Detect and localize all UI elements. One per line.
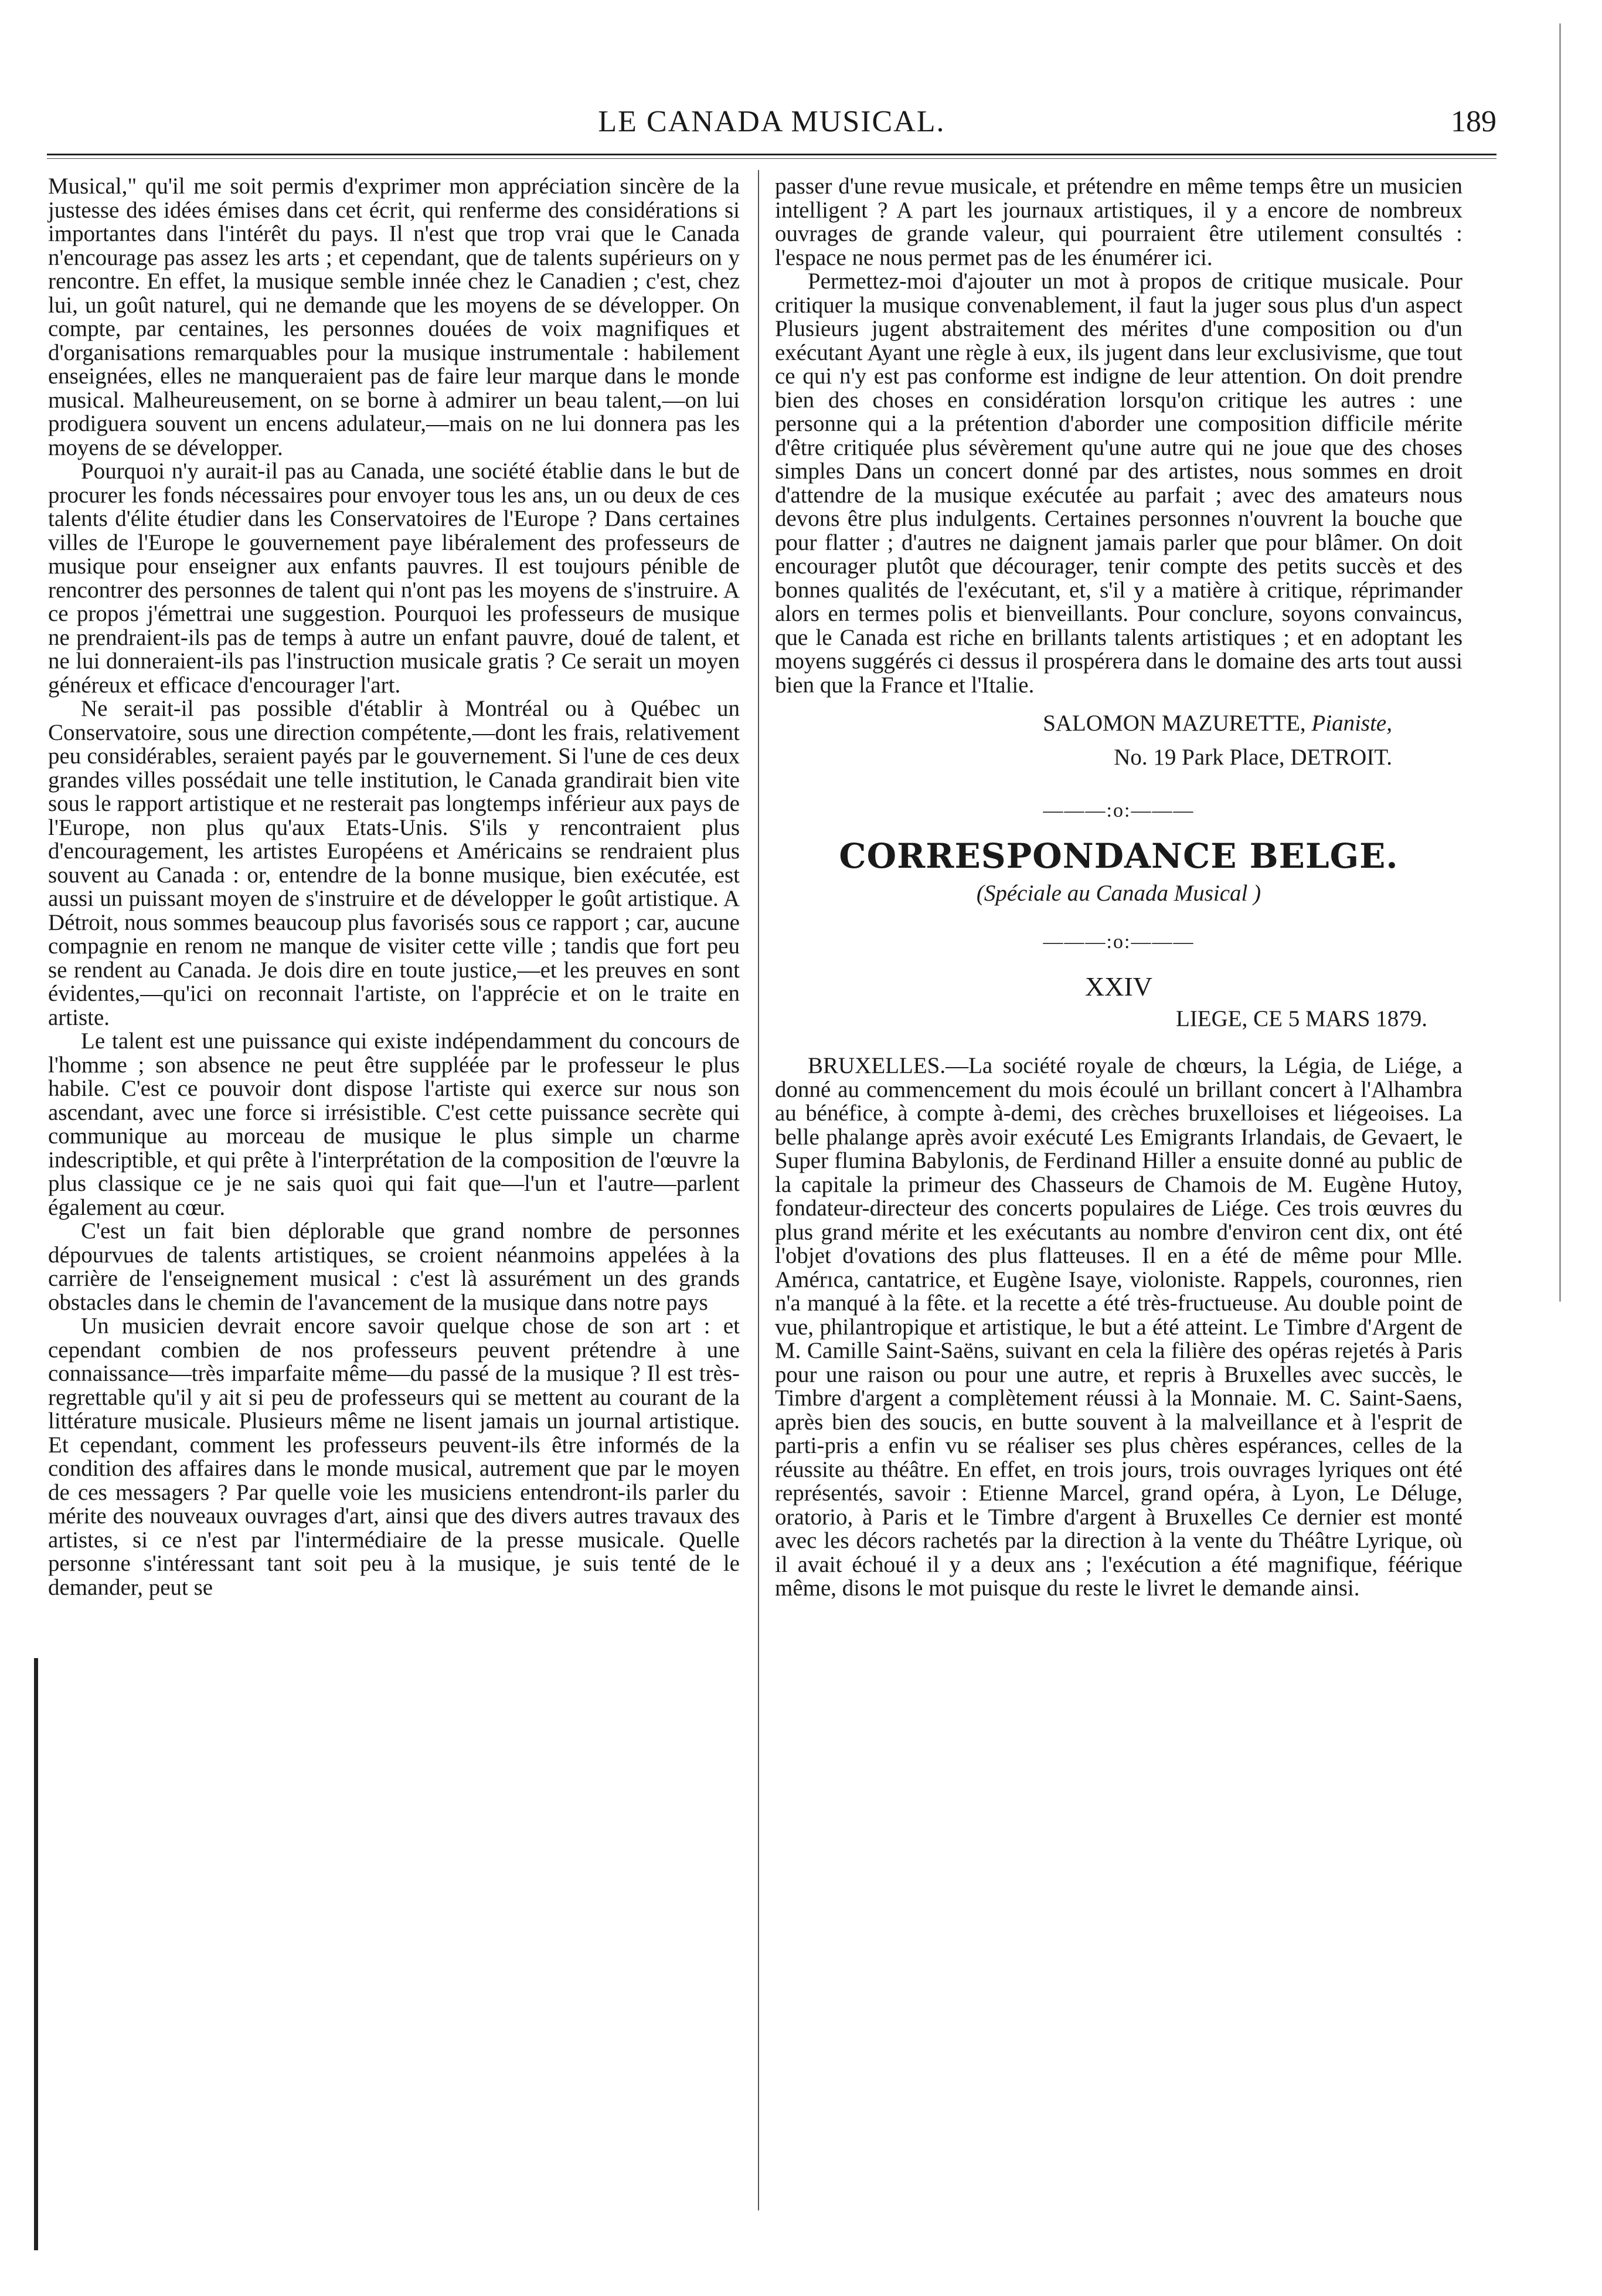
header-rule-thin <box>47 158 1496 159</box>
page-header <box>47 104 1496 151</box>
paragraph: BRUXELLES.—La société royale de chœurs, la Légia, de Liége, a donné au commencement du mois écoulé un brillant concert à l'Alhambra au bénéfice, à compte à-demi, des crèches bruxelloises et liégeoises. La belle phalange après avoir exécuté Les Emigrants Irlandais, de Gevaert, le Super flumina Babylonis, de Ferdinand Hiller a ensuite donné au public de la capitale la primeur des Chasseurs de Chamois de M. Eugène Hutoy, fondateur-directeur des concerts populaires de Liége. Ces trois œuvres du plus grand mérite et les exécutants au nombre d'environ cent dix, ont été l'objet d'ovations des plus flatteuses. Il en a été de même pour Mlle. Amérıca, cantatrice, et Eugène Isaye, violoniste. Rappels, couronnes, rien n'a manqué à la fête. et la recette a été très-fructueuse. Au double point de vue, philantropique et artistique, le but a été atteint. Le Timbre d'Argent de M. Camille Saint-Saëns, suivant en cela la filière des opéras rejetés à Paris pour une raison ou pour une autre, et repris à Bruxelles avec succès, le Timbre d'argent a complètement réussi à la Monnaie. M. C. Saint-Saens, après bien des soucis, en butte souvent à la malveillance et à l'esprit de parti-pris a enfin vu se réaliser ses plus chères espérances, celles de la réussite au théâtre. En effet, en trois jours, trois ouvrages lyriques ont été représentés, savoir : Etienne Marcel, grand opéra, à Lyon, Le Déluge, oratorio, à Paris et le Timbre d'argent à Bruxelles Ce dernier est monté avec les décors rachetés par la direction à la vente du Théâtre Lyrique, où il avait échoué il y a deux ans ; l'exécution a été magnifique, féérique même, disons le mot puisque du reste le livret le demande ainsi. <box>775 1053 1462 1601</box>
issue-numeral: XXIV <box>1085 972 1152 1001</box>
paragraph: Pourquoi n'y aurait-il pas au Canada, une société établie dans le but de procurer les fonds nécessaires pour envoyer tous les ans, un ou deux de ces talents d'élite étudier dans les Conservatoires de l'Europe ? Dans certaines villes de l'Europe le gouvernement paye libéralement des professeurs de musique pour enseigner aux enfants pauvres. Il est toujours pénible de rencontrer des personnes de talent qui n'ont pas les moyens de s'instruire. A ce propos j'émettrai une suggestion. Pourquoi les professeurs de musique ne prendraient-ils pas de temps à autre un enfant pauvre, doué de talent, et ne lui donneraient-ils pas l'instruction musicale gratis ? Ce serait un moyen généreux et efficace d'encourager l'art. <box>48 458 740 698</box>
header-rule <box>47 154 1496 155</box>
paragraph: Un musicien devrait encore savoir quelque chose de son art : et cependant combien de nos professeurs peuvent prétendre à une connaissance—très imparfaite même—du passé de la musique ? Il est très-regrettable qu'il y ait si peu de professeurs qui se mettent au courant de la littérature musicale. Plusieurs même ne lisent jamais un journal artistique. Et cependant, comment les professeurs peuvent-ils être informés de la condition des affaires dans le monde musical, autrement que par le moyen de ces messagers ? Par quelle voie les musiciens entendront-ils parler du mérite des nouveaux ouvrages d'art, ainsi que des divers autres travaux des artistes, si ce n'est par l'intermédiaire de la presse musicale. Quelle personne s'intéressant tant soit peu à la musique, je suis tenté de le demander, peut se <box>48 1313 740 1600</box>
signature-line <box>775 707 1392 741</box>
signature-role: Pianiste, <box>1311 711 1392 736</box>
section-subtitle: (Spéciale au Canada Musical ) <box>976 881 1261 906</box>
paragraph: Permettez-moi d'ajouter un mot à propos de critique musicale. Pour critiquer la musique convenablement, il faut la juger sous plus d'un aspect Plusieurs jugent abstraitement des mérites d'une composition ou d'un exécutant Ayant une règle à eux, ils jugent dans leur exclusivisme, que tout ce qui n'y est pas conforme est indigne de leur attention. On doit prendre bien des choses en considération lorsqu'on critique les autres : une personne qui a la prétention d'aborder une composition difficile mérite d'être critiquée plus sévèrement qu'une autre qui ne joue que des choses simples Dans un concert donné par des artistes, nous sommes en droit d'attendre de la musique exécutée au parfait ; avec des amateurs nous devons être plus indulgents. Certaines personnes n'ouvrent la bouche que pour flatter ; d'autres ne daignent jamais parler que pour blâmer. On doit encourager plutôt que décourager, tenir compte des petits succès et des bonnes qualités de l'exécutant, et, s'il y a matière à critique, réprimander alors en termes polis et bienveillants. Pour conclure, soyons convaincus, que le Canada est riche en brillants talents artistiques ; et en adoptant les moyens suggérés ci dessus il prospérera dans le domaine des arts tout aussi bien que la France et l'Italie. <box>775 269 1462 698</box>
signature-block <box>775 707 1462 775</box>
paragraph: Le talent est une puissance qui existe indépendamment du concours de l'homme ; son absence ne peut être suppléée par le professeur le plus habile. C'est ce pouvoir dont dispose l'artiste qui exerce sur nous son ascendant, avec une force si irrésistible. C'est cette puissance secrète qui communique au morceau de musique le plus simple un charme indescriptible, et qui prête à l'interprétation de la composition de l'œuvre la plus classique ce je ne sais quoi qui fait que—l'un et l'autre—parlent également au cœur. <box>48 1028 740 1220</box>
section-divider: ———:o:——— <box>1043 930 1195 953</box>
publication-title: LE CANADA MUSICAL. <box>598 105 945 138</box>
column-divider <box>758 170 759 2210</box>
signature-address: No. 19 Park Place, DETROIT. <box>1114 745 1392 770</box>
paragraph: C'est un fait bien déplorable que grand nombre de personnes dépourvues de talents artistiques, se croient néanmoins appelées à la carrière de l'enseignement musical : c'est là assurément un des grands obstacles dans le chemin de l'avancement de la musique dans notre pays <box>48 1218 740 1315</box>
signature-name: SALOMON MAZURETTE, <box>1043 711 1306 736</box>
paragraph: Ne serait-il pas possible d'établir à Montréal ou à Québec un Conservatoire, sous une direction compétente,—dont les frais, relativement peu considérables, seraient payés par le gouvernement. Si l'une de ces deux grandes villes possédait une telle institution, le Canada grandirait bien vite sous le rapport artistique et ne resterait pas longtemps inférieur aux pays de l'Europe, non plus qu'aux Etats-Unis. S'ils y rencontraient plus d'encouragement, les artistes Européens et Américains se rendraient plus souvent au Canada : or, entendre de la bonne musique, bien exécutée, est aussi un puissant moyen de s'instruire et de développer le goût artistique. A Détroit, nous sommes beaucoup plus favorisés sous ce rapport ; car, aucune compagnie en renom ne manque de visiter cette ville ; tandis que fort peu se rendent au Canada. Je dois dire en toute justice,—et les preuves en sont évidentes,—qu'ici on reconnait l'artiste, on l'apprécie et on le traite en artiste. <box>48 696 740 1030</box>
page-number: 189 <box>1451 105 1496 138</box>
page-edge-mark <box>1559 23 1561 1302</box>
dateline: LIEGE, CE 5 MARS 1879. <box>1176 1006 1427 1031</box>
left-column <box>48 175 740 1599</box>
section-title: CORRESPONDANCE BELGE. <box>839 835 1399 876</box>
margin-mark <box>34 1658 38 2250</box>
right-column <box>775 175 1462 1601</box>
section-divider: ———:o:——— <box>1043 800 1195 821</box>
paragraph: Musical," qu'il me soit permis d'exprimer mon appréciation sincère de la justesse des idées émises dans cet écrit, qui renferme des considérations si importantes dans l'intérêt du pays. Il n'est que trop vrai que le Canada n'encourage pas assez les arts ; et cependant, que de talents supérieurs on y rencontre. En effet, la musique semble innée chez le Canadien ; c'est, chez lui, un goût naturel, qui ne demande que les moyens de se développer. On compte, par centaines, les personnes douées de voix magnifiques et d'organisations remarquables pour la musique instrumentale : habilement enseignées, elles ne manqueraient pas de faire leur marque dans le monde musical. Malheureusement, on se borne à admirer un beau talent,—on lui prodiguera souvent un encens adulateur,—mais on ne lui donnera pas les moyens de se développer. <box>48 174 740 460</box>
paragraph: passer d'une revue musicale, et prétendre en même temps être un musicien intelligent ? A part les journaux artistiques, il y a encore de nombreux ouvrages de grande valeur, qui pourraient être utilement consultés : l'espace ne nous permet pas de les énumérer ici. <box>775 174 1462 270</box>
